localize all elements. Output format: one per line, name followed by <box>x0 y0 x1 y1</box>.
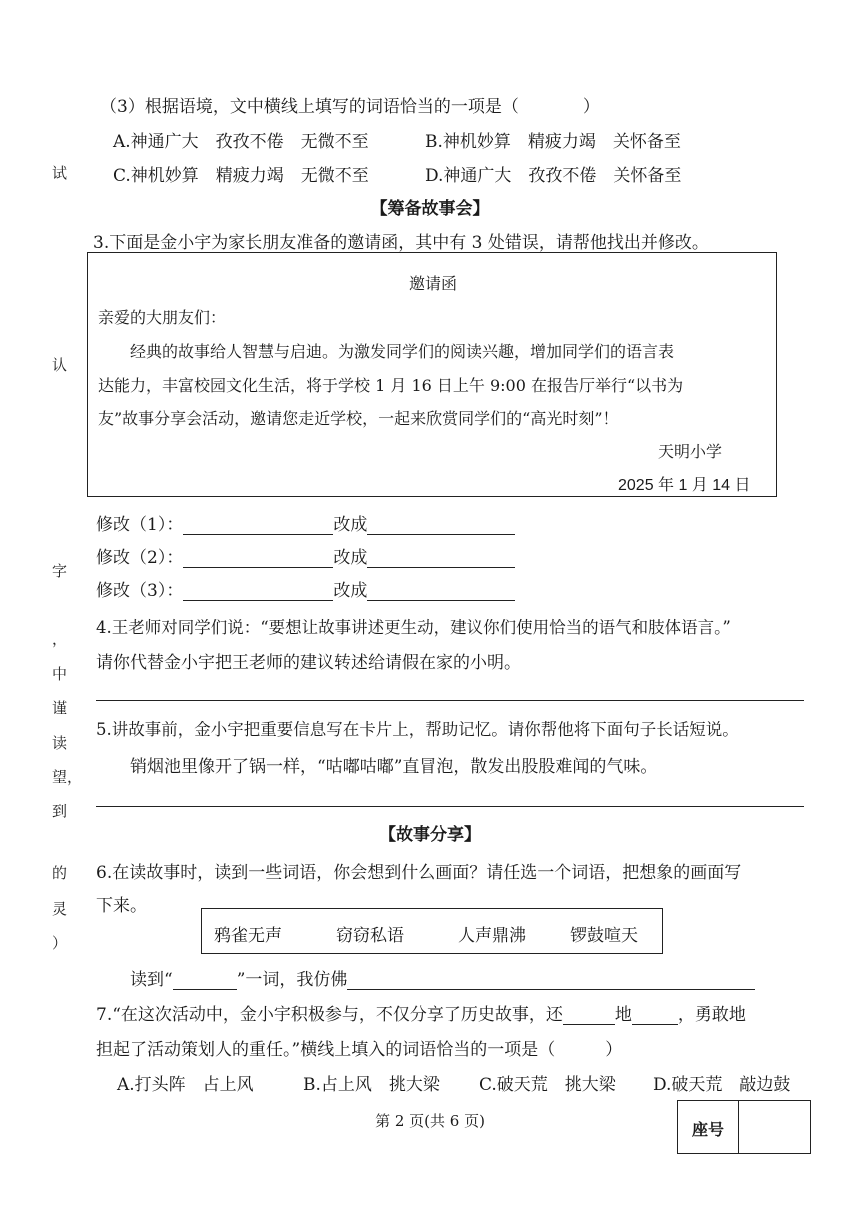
q6-stem-line2: 下来。 <box>96 896 147 916</box>
section-title-story-share: 【故事分享】 <box>379 825 481 845</box>
q2-3-option-d[interactable]: D.神通广大 孜孜不倦 关怀备至 <box>425 166 682 186</box>
q7-option-b[interactable]: B.占上风 挑大梁 <box>303 1075 440 1095</box>
q5-stem: 5.讲故事前，金小宇把重要信息写在卡片上，帮助记忆。请你帮他将下面句子长话短说。 <box>96 720 739 739</box>
margin-char: 认 <box>52 356 68 374</box>
q2-3-option-b[interactable]: B.神机妙算 精疲力竭 关怀备至 <box>425 132 681 152</box>
q6-word-blank[interactable] <box>173 971 237 990</box>
letter-body-line: 达能力，丰富校园文化生活，将于学校 1 月 16 日上午 9:00 在报告厅举行“以书为 <box>98 376 684 395</box>
letter-date: 2025 年 1 月 14 日 <box>618 477 751 494</box>
letter-salutation: 亲爱的大朋友们： <box>98 308 227 327</box>
q7-stem-line1: 7.“在这次活动中，金小宇积极参与，不仅分享了历史故事，还 地 ，勇敢地 <box>96 1005 746 1025</box>
seat-label: 座号 <box>692 1120 725 1139</box>
letter-title: 邀请函 <box>408 274 457 293</box>
fix-row-2: 修改（2）： 改成 <box>96 543 515 568</box>
q7-option-a[interactable]: A.打头阵 占上风 <box>117 1075 254 1095</box>
section-title-prepare: 【筹备故事会】 <box>370 199 490 219</box>
margin-char: 谨 <box>52 699 68 717</box>
q2-3-stem: （3）根据语境，文中横线上填写的词语恰当的一项是（ ） <box>100 97 600 117</box>
fix3-original-blank[interactable] <box>183 582 333 601</box>
q7-stem-line2: 担起了活动策划人的重任。”横线上填入的词语恰当的一项是（ ） <box>96 1040 623 1060</box>
margin-char: 字 <box>52 562 68 580</box>
q4-answer-line[interactable] <box>96 700 804 701</box>
q4-stem-line2: 请你代替金小宇把王老师的建议转述给请假在家的小明。 <box>96 653 521 673</box>
seat-divider <box>738 1101 739 1153</box>
q6-answer-blank[interactable] <box>347 971 755 990</box>
q2-3-option-a[interactable]: A.神通广大 孜孜不倦 无微不至 <box>113 132 369 152</box>
margin-char: ） <box>52 934 68 952</box>
margin-char: 的 <box>52 864 68 882</box>
word-choice-box <box>201 908 663 954</box>
fix2-correction-blank[interactable] <box>367 549 515 568</box>
invitation-letter <box>87 252 777 497</box>
q6-stem-line1: 6.在读故事时，读到一些词语，你会想到什么画面？请任选一个词语，把想象的画面写 <box>96 863 742 883</box>
fix1-correction-blank[interactable] <box>367 516 515 535</box>
word-choice[interactable]: 锣鼓喧天 <box>570 926 638 946</box>
margin-char: 灵 <box>52 900 68 918</box>
word-choice[interactable]: 窃窃私语 <box>336 926 404 946</box>
q3-stem: 3.下面是金小宇为家长朋友准备的邀请函，其中有 3 处错误，请帮他找出并修改。 <box>93 233 709 253</box>
q5-sentence: 销烟池里像开了锅一样，“咕嘟咕嘟”直冒泡，散发出股股难闻的气味。 <box>130 757 658 777</box>
fix-row-1: 修改（1）： 改成 <box>96 510 515 535</box>
margin-char: 到 <box>52 802 68 820</box>
word-choice[interactable]: 人声鼎沸 <box>458 926 526 946</box>
word-choice[interactable]: 鸦雀无声 <box>214 926 282 946</box>
fix-row-3: 修改（3）： 改成 <box>96 576 515 601</box>
letter-signature: 天明小学 <box>658 442 723 461</box>
q6-prompt: 读到“ ”一词，我仿佛 <box>130 965 755 990</box>
q7-option-d[interactable]: D.破天荒 敲边鼓 <box>653 1075 791 1095</box>
page-number: 第 2 页(共 6 页) <box>375 1112 485 1130</box>
seat-number-box <box>677 1100 811 1154</box>
fix3-correction-blank[interactable] <box>367 582 515 601</box>
q2-3-option-c[interactable]: C.神机妙算 精疲力竭 无微不至 <box>113 166 369 186</box>
fix1-original-blank[interactable] <box>183 516 333 535</box>
letter-body-line: 友”故事分享会活动，邀请您走近学校，一起来欣赏同学们的“高光时刻”！ <box>98 409 619 428</box>
q7-option-c[interactable]: C.破天荒 挑大梁 <box>479 1075 616 1095</box>
fix2-original-blank[interactable] <box>183 549 333 568</box>
q7-blank-1[interactable] <box>563 1006 615 1025</box>
margin-char: ， <box>52 630 68 648</box>
q4-stem-line1: 4.王老师对同学们说：“要想让故事讲述更生动，建议你们使用恰当的语气和肢体语言。” <box>96 618 731 637</box>
margin-char: 试 <box>52 164 68 182</box>
margin-char: 读 <box>52 734 68 752</box>
letter-body-line: 经典的故事给人智慧与启迪。为激发同学们的阅读兴趣，增加同学们的语言表 <box>130 342 675 361</box>
q7-blank-2[interactable] <box>632 1006 678 1025</box>
margin-char: 望， <box>52 768 83 786</box>
q5-answer-line[interactable] <box>96 806 804 807</box>
margin-char: 中 <box>52 665 68 683</box>
